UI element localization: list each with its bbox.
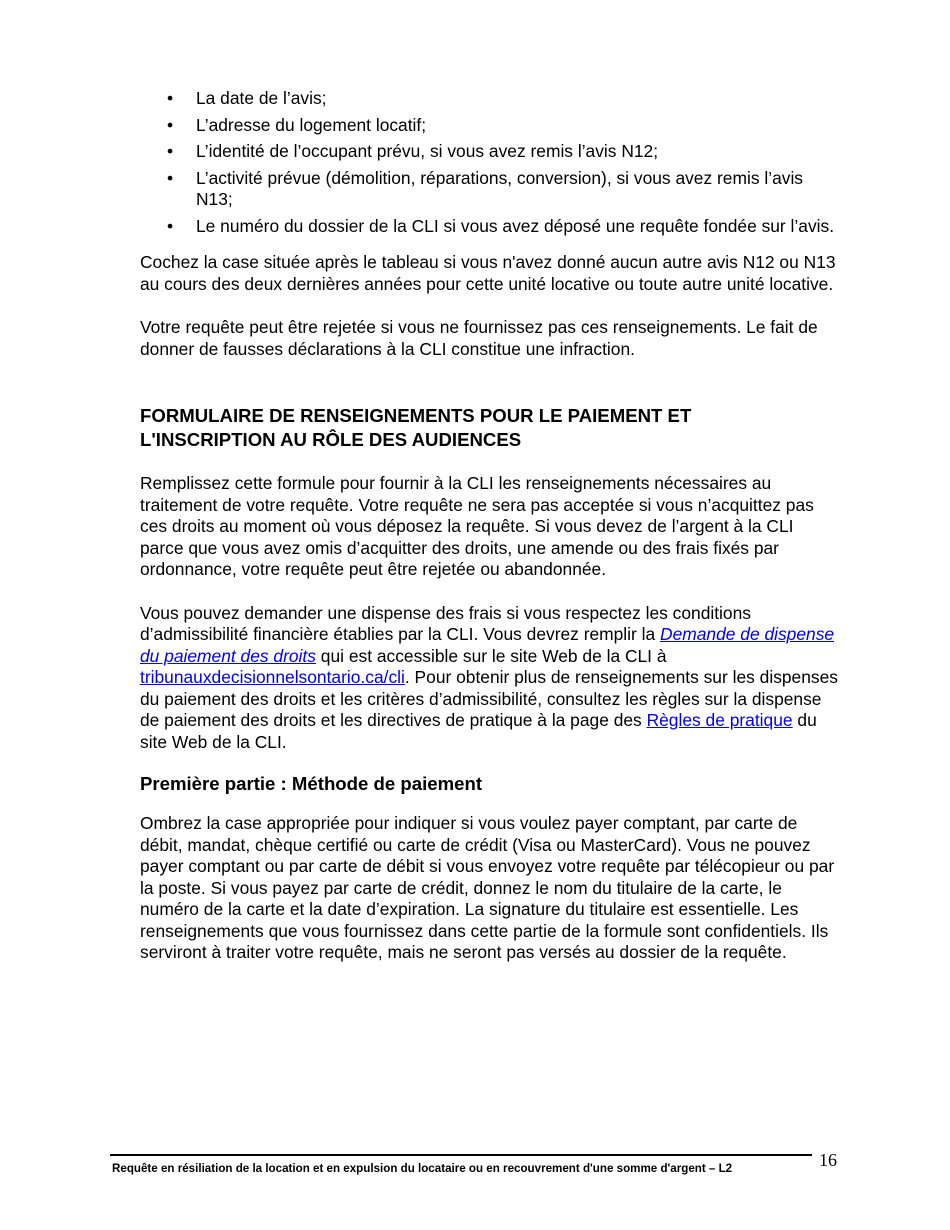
rejection-warning-paragraph: Votre requête peut être rejetée si vous ne fournissez pas ces renseignements. Le fait de donner de fausses déclarations à la CLI constitue une infraction. (140, 317, 818, 359)
footer-divider (110, 1154, 812, 1156)
footer-title: Requête en résiliation de la location et en expulsion du locataire ou en recouvrement d'une somme d'argent – L2 (112, 1162, 733, 1175)
document-body (140, 88, 840, 986)
tribunal-website-link[interactable]: tribunauxdecisionnelsontario.ca/cli (140, 667, 405, 687)
list-item: • L’identité de l’occupant prévu, si vous avez remis l’avis N12; (140, 141, 840, 163)
part-one-heading: Première partie : Méthode de paiement (140, 773, 483, 794)
waiver-text-after-link: qui est accessible sur le site Web de la CLI à (315, 645, 667, 666)
section-heading-line-2: L'INSCRIPTION AU RÔLE DES AUDIENCES (140, 429, 522, 450)
rules-of-practice-link[interactable]: Règles de pratique (646, 710, 793, 730)
checkbox-note-paragraph: Cochez la case située après le tableau si vous n'avez donné aucun autre avis N12 ou N13 au cours des deux dernières années pour cette unité locative ou toute autre unité locative. (140, 252, 836, 294)
waiver-text-after-site: . Pour obtenir plus de renseignements sur les dispenses du paiement des droits et les critères d’admissibilité, consultez les règles sur la dispense de paiement des droits et les directives de pratique à la page des (140, 667, 838, 730)
waiver-text-end: du site Web de la CLI. (140, 710, 817, 752)
section-intro-paragraph: Remplissez cette formule pour fournir à la CLI les renseignements nécessaires au traitement de votre requête. Votre requête ne sera pas acceptée si vous n’acquittez pas ces droits au moment où vous déposez la requête. Si vous devez de l’argent à la CLI parce que vous avez omis d’acquitter des droits, une amende ou des frais fixés par ordonnance, votre requête peut être rejetée ou abandonnée. (140, 473, 814, 579)
page-number: 16 (819, 1150, 837, 1170)
fee-waiver-form-link[interactable]: Demande de dispense du paiement des droits (140, 624, 835, 666)
section-heading (140, 404, 840, 452)
list-item: • Le numéro du dossier de la CLI si vous avez déposé une requête fondée sur l’avis. (140, 216, 840, 238)
fee-waiver-paragraph (140, 603, 840, 754)
list-item: • L’activité prévue (démolition, réparations, conversion), si vous avez remis l’avis N13; (140, 168, 840, 211)
notice-info-list (140, 88, 840, 237)
part-one-paragraph: Ombrez la case appropriée pour indiquer si vous voulez payer comptant, par carte de débit, mandat, chèque certifié ou carte de crédit (Visa ou MasterCard). Vous ne pouvez payer comptant ou par carte de débit si vous envoyez votre requête par télécopieur ou par la poste. Si vous payez par carte de crédit, donnez le nom du titulaire de la carte, le numéro de la carte et la date d’expiration. La signature du titulaire est essentielle. Les renseignements que vous fournissez dans cette partie de la formule sont confidentiels. Ils serviront à traiter votre requête, mais ne seront pas versés au dossier de la requête. (140, 813, 835, 962)
section-heading-line-1: FORMULAIRE DE RENSEIGNEMENTS POUR LE PAIEMENT ET (140, 405, 692, 426)
list-item: • L’adresse du logement locatif; (140, 115, 840, 137)
list-item: • La date de l’avis; (140, 88, 840, 110)
waiver-text-before-link: Vous pouvez demander une dispense des frais si vous respectez les conditions d’admissibilité financière établies par la CLI. Vous devrez remplir la (140, 602, 751, 644)
